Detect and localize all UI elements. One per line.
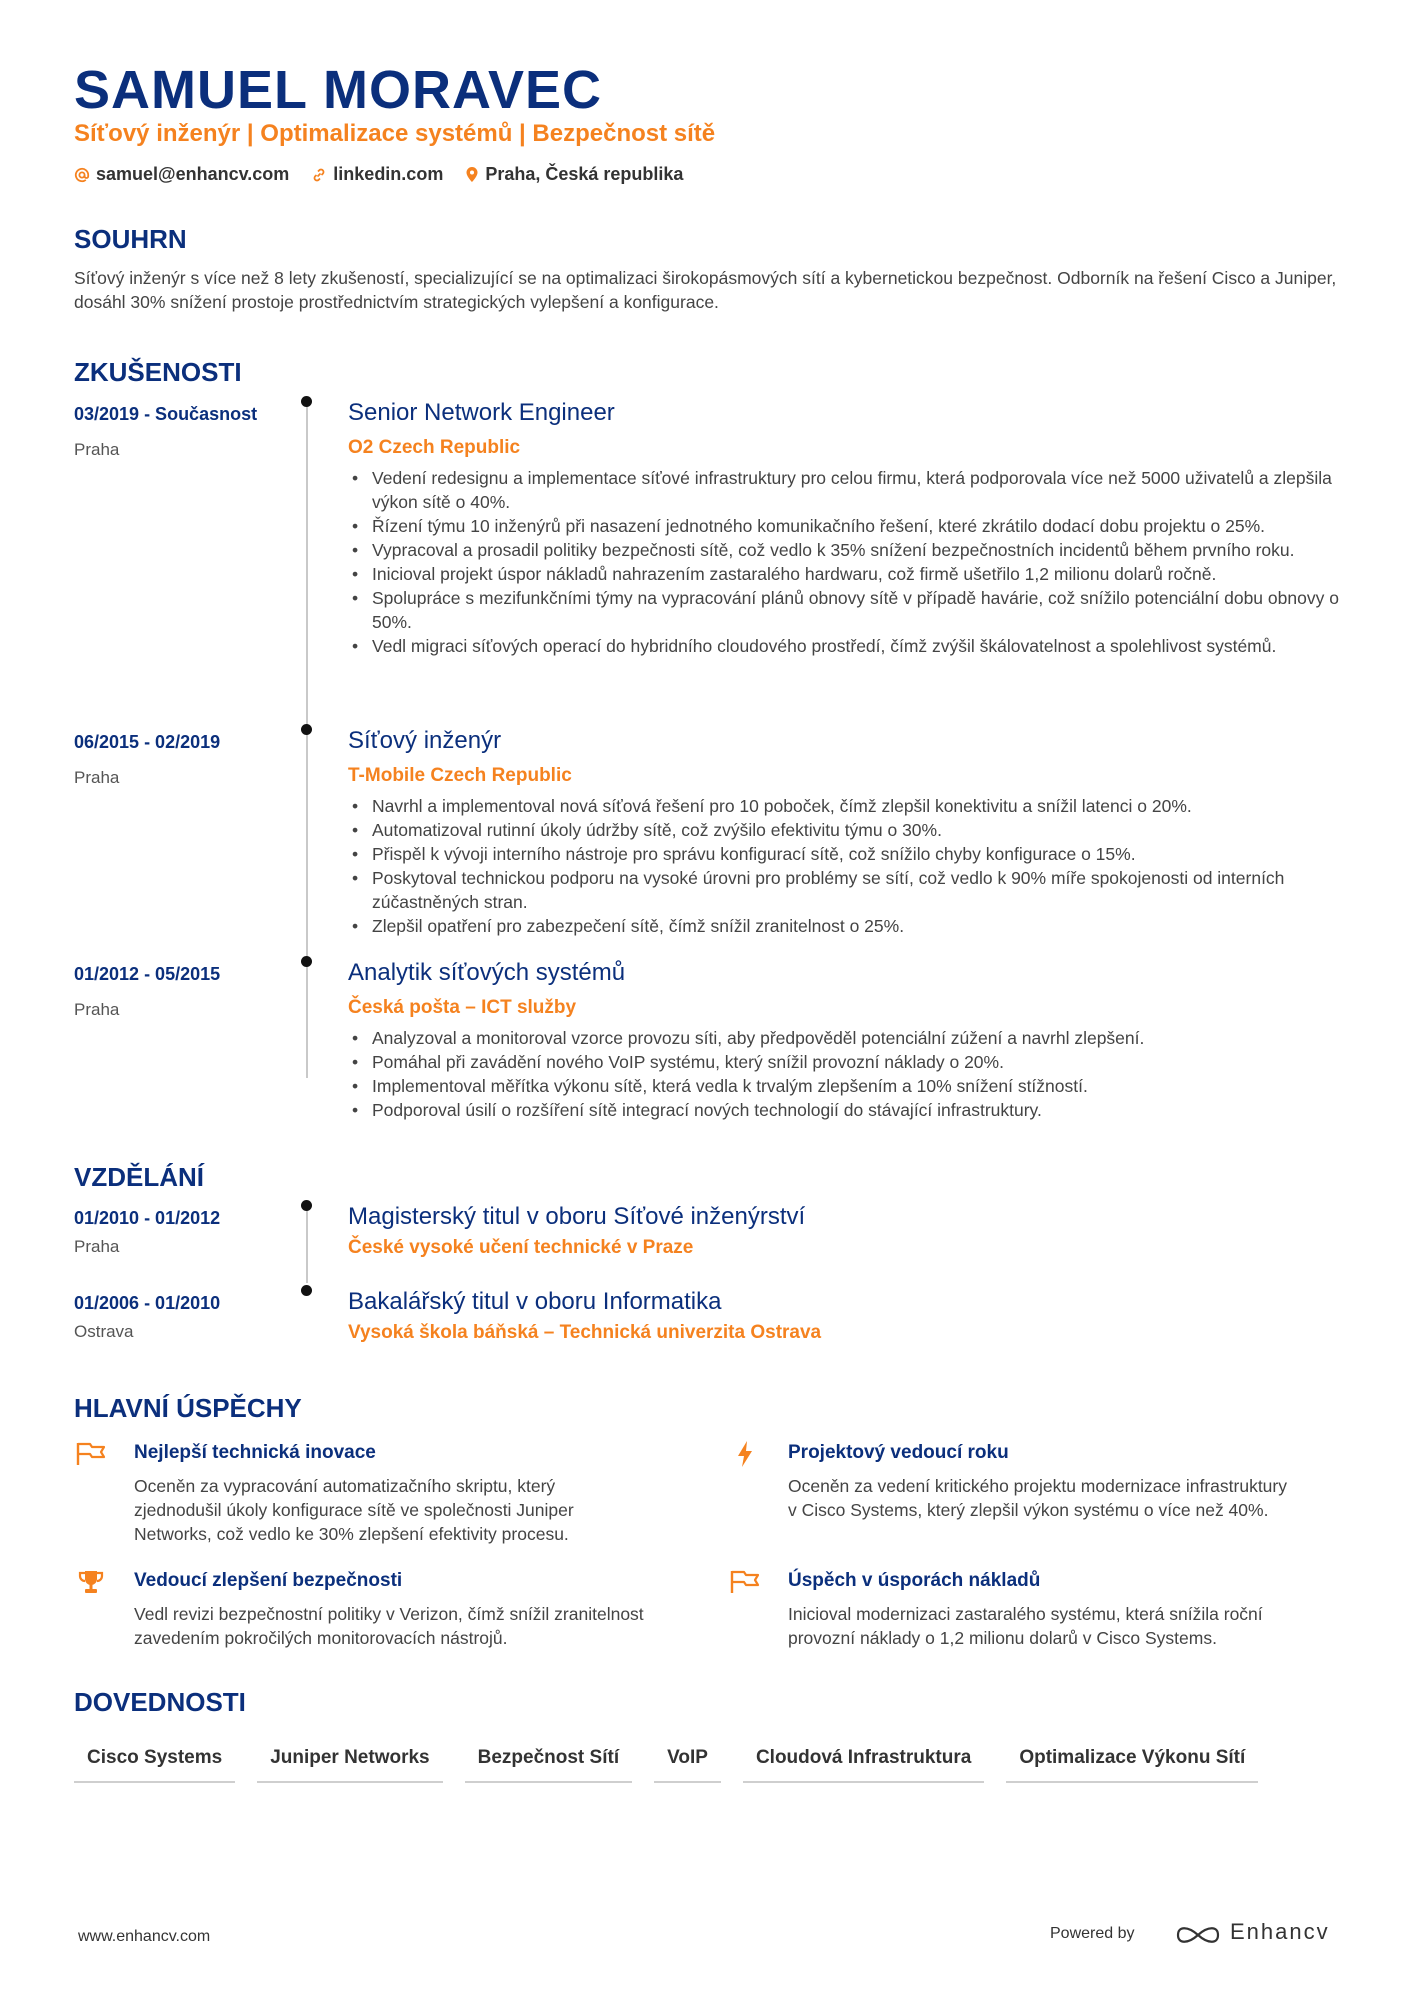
contact-email[interactable]: [74, 164, 289, 185]
bullet-item: • Podporoval úsilí o rozšíření sítě integrací nových technologií do stávající infrastruktury.: [348, 1098, 1350, 1122]
skill-tag: Cisco Systems: [74, 1745, 235, 1783]
headline: Síťový inženýr | Optimalizace systémů | Bezpečnost sítě: [74, 120, 716, 147]
bullet-item: • Automatizoval rutinní úkoly údržby sítě, což zvýšilo efektivitu týmu o 30%.: [348, 818, 1350, 842]
education-dates: 01/2006 - 01/2010: [74, 1293, 221, 1313]
description-line: Oceněn za vedení kritického projektu modernizace infrastruktury: [788, 1476, 1287, 1496]
experience-dates: 01/2012 - 05/2015: [74, 964, 221, 984]
bullet-item: • Spolupráce s mezifunkčními týmy na vypracování plánů obnovy sítě v případě havárie, což snížilo potenciální dobu obnovy o 50%.: [348, 586, 1350, 634]
brand-name: Enhancv: [1230, 1919, 1330, 1944]
contact-linkedin[interactable]: [311, 164, 443, 185]
description-line: zjednodušil úkoly konfigurace sítě ve společnosti Juniper: [134, 1500, 574, 1520]
email-text: samuel@enhancv.com: [96, 164, 290, 184]
education-degree: Magisterský titul v oboru Síťové inženýrství: [348, 1203, 806, 1230]
description-line: Oceněn za vypracování automatizačního skriptu, který: [134, 1476, 556, 1496]
skill-tag: Cloudová Infrastruktura: [743, 1745, 984, 1783]
description-line: Vedl revizi bezpečnostní politiky v Verizon, čímž snížil zranitelnost: [134, 1604, 644, 1624]
bolt-icon: [728, 1440, 762, 1468]
bullet-item: • Zlepšil opatření pro zabezpečení sítě, čímž snížil zranitelnost o 25%.: [348, 914, 1350, 938]
description-line: zavedením pokročilých monitorovacích nástrojů.: [134, 1628, 508, 1648]
skills-list: [74, 1745, 1258, 1783]
experience-role: Analytik síťových systémů: [348, 959, 626, 986]
footer-website-link[interactable]: www.enhancv.com: [78, 1928, 211, 1945]
bullet-item: • Vypracoval a prosadil politiky bezpečnosti sítě, což vedlo k 35% snížení bezpečnostních incidentů během prvního roku.: [348, 538, 1350, 562]
skill-tag: Juniper Networks: [257, 1745, 442, 1783]
experience-location: Praha: [74, 440, 120, 459]
experience-heading: ZKUŠENOSTI: [74, 357, 242, 387]
bullet-item: • Pomáhal při zavádění nového VoIP systému, který snížil provozní náklady o 20%.: [348, 1050, 1350, 1074]
contact-location: [465, 164, 683, 185]
skills-heading: DOVEDNOSTI: [74, 1687, 246, 1717]
experience-location: Praha: [74, 1000, 120, 1019]
bullet-item: • Implementoval měřítka výkonu sítě, která vedla k trvalým zlepšením a 10% snížení stížností.: [348, 1074, 1350, 1098]
location-text: Praha, Česká republika: [485, 164, 684, 184]
education-dates: 01/2010 - 01/2012: [74, 1208, 221, 1228]
timeline-dot: [301, 396, 312, 407]
timeline-dot: [301, 956, 312, 967]
achievement-description: [788, 1474, 1287, 1522]
achievement-title: Úspěch v úsporách nákladů: [788, 1570, 1041, 1591]
timeline-dot: [301, 1285, 312, 1296]
experience-bullets: [348, 466, 1350, 658]
location-pin-icon: [465, 166, 479, 183]
candidate-name: SAMUEL MORAVEC: [74, 60, 603, 120]
achievement-title: Vedoucí zlepšení bezpečnosti: [134, 1570, 403, 1591]
at-icon: [74, 167, 90, 183]
experience-timeline-line: [306, 400, 308, 1078]
skill-tag: Optimalizace Výkonu Sítí: [1006, 1745, 1258, 1783]
enhancv-logo-icon: [1174, 1921, 1222, 1954]
experience-dates: 06/2015 - 02/2019: [74, 732, 221, 752]
experience-company: T-Mobile Czech Republic: [348, 765, 572, 786]
skill-tag: VoIP: [654, 1745, 721, 1783]
bullet-item: • Vedení redesignu a implementace síťové infrastruktury pro celou firmu, která podporovala více než 5000 uživatelů a zlepšila výkon sítě o 40%.: [348, 466, 1350, 514]
contact-bar: [74, 164, 683, 185]
summary-text: Síťový inženýr s více než 8 lety zkušeností, specializující se na optimalizaci širokopásmových sítí a kybernetickou bezpečnost. Odborník na řešení Cisco a Juniper, dosáhl 30% snížení prostoje prostřednictvím strategických vylepšení a konfigurace.: [74, 268, 1337, 312]
flag-icon: [728, 1568, 762, 1596]
education-location: Praha: [74, 1237, 120, 1256]
experience-location: Praha: [74, 768, 120, 787]
link-icon: [311, 167, 327, 183]
timeline-dot: [301, 724, 312, 735]
description-line: Inicioval modernizaci zastaralého systému, která snížila roční: [788, 1604, 1263, 1624]
summary-heading: SOUHRN: [74, 224, 187, 254]
education-timeline-line: [306, 1205, 308, 1283]
education-school: Vysoká škola báňská – Technická univerzita Ostrava: [348, 1322, 822, 1343]
skill-tag: Bezpečnost Sítí: [465, 1745, 632, 1783]
description-line: provozní náklady o 1,2 milionu dolarů v Cisco Systems.: [788, 1628, 1217, 1648]
bullet-item: • Navrhl a implementoval nová síťová řešení pro 10 poboček, čímž zlepšil konektivitu a snížil latenci o 20%.: [348, 794, 1350, 818]
powered-by-label: Powered by: [1050, 1925, 1135, 1942]
achievement-description: [134, 1474, 574, 1546]
education-degree: Bakalářský titul v oboru Informatika: [348, 1288, 722, 1315]
experience-role: Síťový inženýr: [348, 727, 502, 754]
education-location: Ostrava: [74, 1322, 134, 1341]
trophy-icon: [74, 1568, 108, 1596]
achievement-title: Nejlepší technická inovace: [134, 1442, 376, 1463]
timeline-dot: [301, 1200, 312, 1211]
education-school: České vysoké učení technické v Praze: [348, 1237, 694, 1258]
achievements-heading: HLAVNÍ ÚSPĚCHY: [74, 1393, 302, 1423]
experience-role: Senior Network Engineer: [348, 399, 615, 426]
bullet-item: • Poskytoval technickou podporu na vysoké úrovni pro problémy se sítí, což vedlo k 90% míře spokojenosti od interních zúčastněných stran.: [348, 866, 1350, 914]
bullet-item: • Řízení týmu 10 inženýrů při nasazení jednotného komunikačního řešení, které zkrátilo dodací dobu projektu o 25%.: [348, 514, 1350, 538]
flag-icon: [74, 1440, 108, 1468]
bullet-item: • Přispěl k vývoji interního nástroje pro správu konfigurací sítě, což snížilo chyby konfigurace o 15%.: [348, 842, 1350, 866]
linkedin-text: linkedin.com: [333, 164, 444, 184]
achievement-description: [134, 1602, 644, 1650]
achievement-description: [788, 1602, 1263, 1650]
experience-company: Česká pošta – ICT služby: [348, 997, 577, 1018]
bullet-item: • Vedl migraci síťových operací do hybridního cloudového prostředí, čímž zvýšil škálovatelnost a spolehlivost systémů.: [348, 634, 1350, 658]
education-heading: VZDĚLÁNÍ: [74, 1162, 204, 1192]
experience-company: O2 Czech Republic: [348, 437, 521, 458]
description-line: v Cisco Systems, který zlepšil výkon systému o více než 40%.: [788, 1500, 1269, 1520]
experience-bullets: [348, 1026, 1350, 1122]
description-line: Networks, což vedlo ke 30% zlepšení efektivity procesu.: [134, 1524, 569, 1544]
experience-dates: 03/2019 - Současnost: [74, 404, 258, 424]
achievement-title: Projektový vedoucí roku: [788, 1442, 1009, 1463]
bullet-item: • Analyzoval a monitoroval vzorce provozu síti, aby předpověděl potenciální zúžení a navrhl zlepšení.: [348, 1026, 1350, 1050]
experience-bullets: [348, 794, 1350, 938]
bullet-item: • Inicioval projekt úspor nákladů nahrazením zastaralého hardwaru, což firmě ušetřilo 1,2 milionu dolarů ročně.: [348, 562, 1350, 586]
